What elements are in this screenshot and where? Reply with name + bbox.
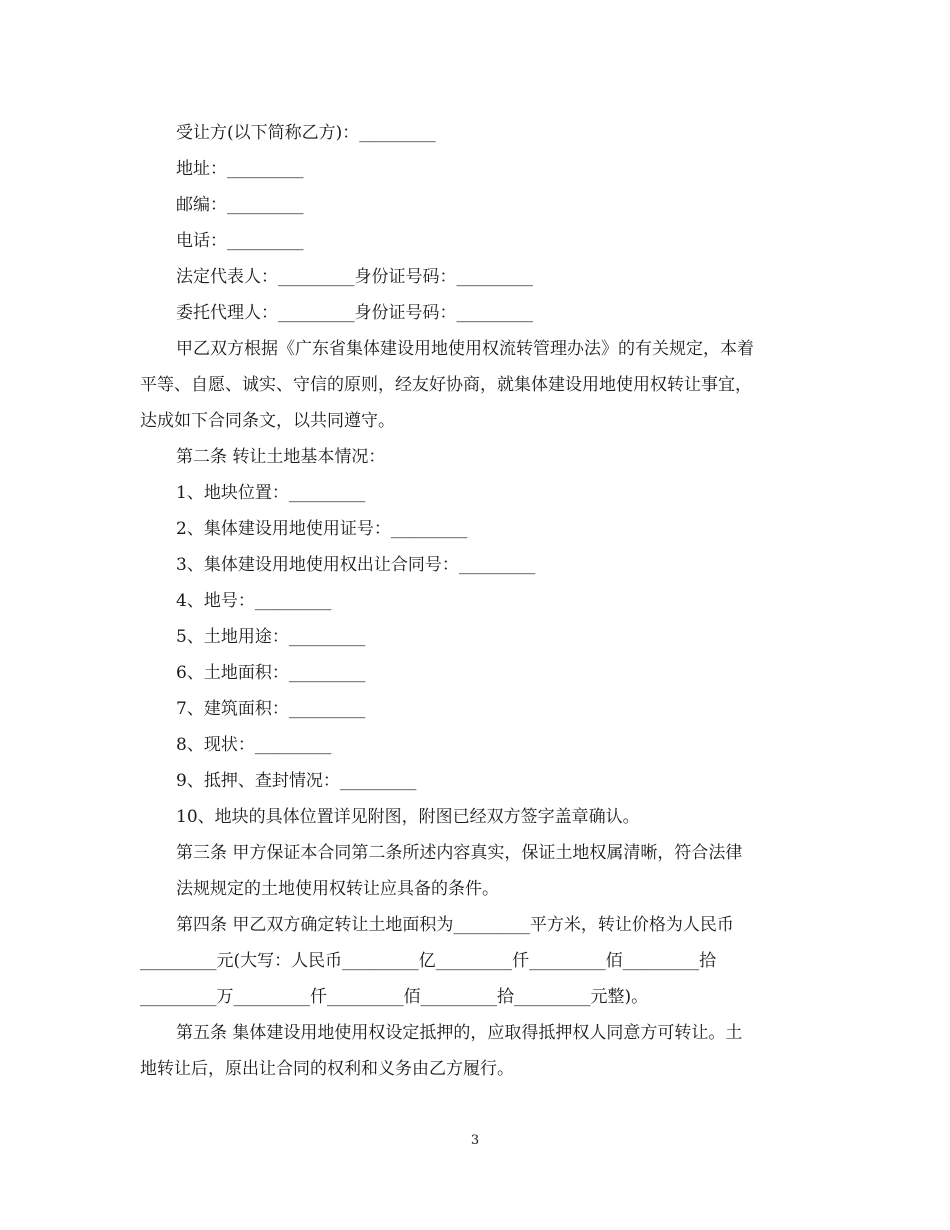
document-line: 4、地号：_________ — [176, 591, 332, 611]
document-line: 法规规定的土地使用权转让应具备的条件。 — [176, 879, 499, 899]
document-line: _________元(大写：人民币_________亿_________仟_________佰_________拾 — [140, 951, 717, 971]
document-line: 受让方(以下简称乙方)：_________ — [176, 123, 436, 143]
document-line: 5、土地用途：_________ — [176, 627, 366, 647]
document-line: 邮编：_________ — [176, 195, 304, 215]
document-line: 平等、自愿、诚实、守信的原则，经友好协商，就集体建设用地使用权转让事宜， — [140, 375, 752, 395]
document-line: 10、地块的具体位置详见附图，附图已经双方签字盖章确认。 — [176, 807, 640, 827]
document-line: 3、集体建设用地使用权出让合同号：_________ — [176, 555, 536, 575]
document-line: 第三条 甲方保证本合同第二条所述内容真实，保证土地权属清晰，符合法律 — [176, 843, 743, 863]
document-line: 9、抵押、查封情况：_________ — [176, 771, 417, 791]
document-line: 甲乙双方根据《广东省集体建设用地使用权流转管理办法》的有关规定，本着 — [176, 339, 754, 359]
document-line: 第五条 集体建设用地使用权设定抵押的，应取得抵押权人同意方可转让。土 — [176, 1023, 743, 1043]
document-line: 第四条 甲乙双方确定转让土地面积为_________平方米，转让价格为人民币 — [176, 915, 734, 935]
document-line: 地址：_________ — [176, 159, 304, 179]
document-line: 第二条 转让土地基本情况： — [176, 447, 386, 467]
document-line: 1、地块位置：_________ — [176, 483, 366, 503]
document-line: 委托代理人：_________身份证号码：_________ — [176, 303, 533, 323]
document-line: 6、土地面积：_________ — [176, 663, 366, 683]
document-body — [140, 115, 810, 1087]
page-number: 3 — [470, 1133, 480, 1148]
document-line: 7、建筑面积：_________ — [176, 699, 366, 719]
document-line: _________万_________仟_________佰_________拾_________元整)。 — [140, 987, 649, 1007]
document-line: 电话：_________ — [176, 231, 304, 251]
document-line: 地转让后，原出让合同的权利和义务由乙方履行。 — [140, 1059, 514, 1079]
document-line: 法定代表人：_________身份证号码：_________ — [176, 267, 533, 287]
document-line: 8、现状：_________ — [176, 735, 332, 755]
document-line: 2、集体建设用地使用证号：_________ — [176, 519, 468, 539]
document-line: 达成如下合同条文，以共同遵守。 — [140, 411, 395, 431]
